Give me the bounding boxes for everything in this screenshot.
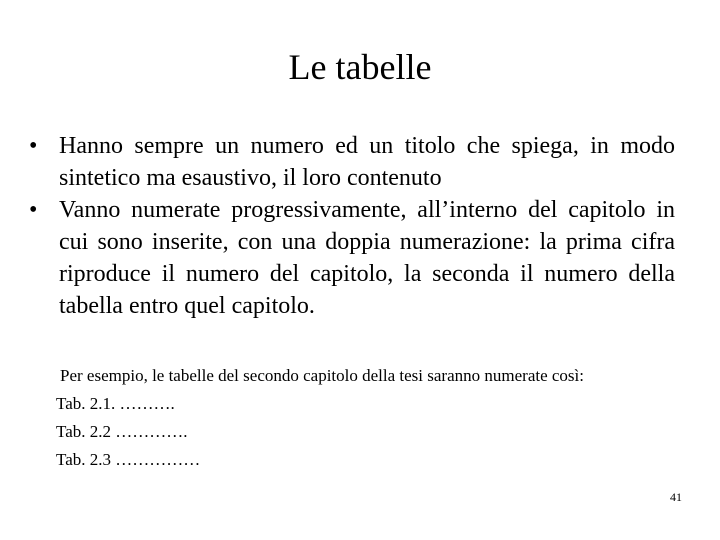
page-number: 41 [670,490,682,504]
bullet-list [29,130,675,322]
example-line: Tab. 2.1. ………. [56,394,175,413]
example-block [56,362,696,474]
slide-title: Le tabelle [288,47,432,87]
example-intro: Per esempio, le tabelle del secondo capitolo della tesi saranno numerate così: [60,366,584,385]
bullet-item [29,130,675,194]
example-line: Tab. 2.3 …………… [56,450,201,469]
bullet-icon: • [29,197,38,223]
bullet-text: Hanno sempre un numero ed un titolo che spiega, in modo sintetico ma esaustivo, il loro contenuto [59,133,675,191]
bullet-text: Vanno numerate progressivamente, all’interno del capitolo in cui sono inserite, con una doppia numerazione: la prima cifra riproduce il numero del capitolo, la seconda il numero della tabella entro quel capitolo. [59,197,675,319]
example-line: Tab. 2.2 …………. [56,422,188,441]
bullet-icon: • [29,133,38,159]
bullet-item [29,194,675,322]
